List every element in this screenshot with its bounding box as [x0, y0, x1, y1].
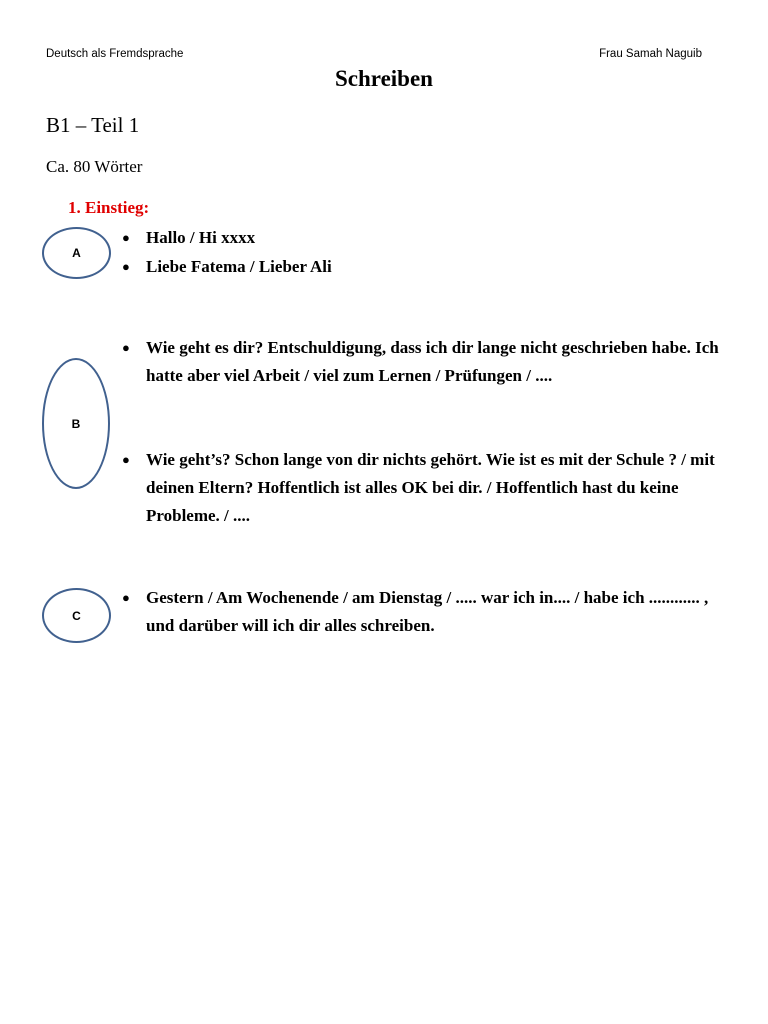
bullet-icon: ● — [122, 590, 130, 605]
level-heading: B1 – Teil 1 — [46, 113, 140, 137]
page-title: Schreiben — [335, 66, 433, 91]
bullet-icon: ● — [122, 452, 130, 467]
list-item-text: Gestern / Am Wochenende / am Dienstag / ..... war ich in.... / habe ich ............ , und darüber will ich dir alles schreiben. — [146, 588, 709, 635]
section-title: 1. Einstieg: — [68, 198, 150, 217]
oval-b — [42, 358, 110, 489]
list-item-text: Wie geht es dir? Entschuldigung, dass ich dir lange nicht geschrieben habe. Ich hatte aber viel Arbeit / viel zum Lernen / Prüfungen / .... — [146, 338, 719, 385]
header-right: Frau Samah Naguib — [599, 48, 702, 60]
bullet-icon: ● — [122, 259, 130, 274]
bullet-icon: ● — [122, 340, 130, 355]
list-item-text: Hallo / Hi xxxx — [146, 228, 256, 247]
list-item-text: Liebe Fatema / Lieber Ali — [146, 257, 332, 276]
oval-label-c: C — [72, 608, 81, 623]
word-count: Ca. 80 Wörter — [46, 157, 143, 176]
oval-a — [42, 227, 111, 279]
oval-label-a: A — [72, 246, 81, 260]
header-left: Deutsch als Fremdsprache — [46, 48, 184, 60]
list-item-text: Wie geht’s? Schon lange von dir nichts gehört. Wie ist es mit der Schule ? / mit deinen Eltern? Hoffentlich ist alles OK bei dir. / Hoffentlich hast du keine Probleme. / .... — [146, 450, 715, 525]
oval-c — [42, 588, 111, 643]
oval-label-b: B — [71, 416, 81, 431]
bullet-icon: ● — [122, 230, 130, 245]
